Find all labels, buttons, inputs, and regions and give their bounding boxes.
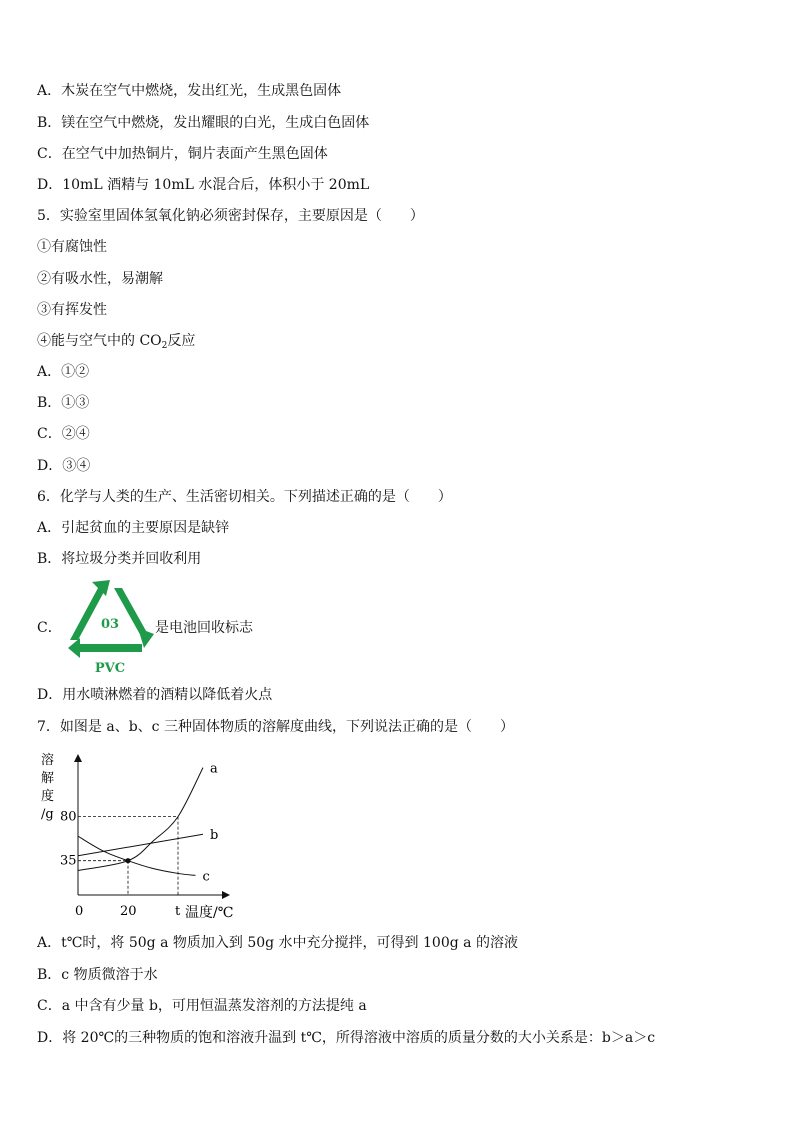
q5-option-c: C．②④ (37, 426, 90, 442)
recycle-code: 03 (100, 617, 120, 632)
y-axis-arrow (74, 754, 82, 762)
y-tick-label-35: 35 (60, 853, 77, 869)
q6-option-c-label: C． (37, 620, 62, 636)
curve-label-a: a (210, 761, 218, 777)
q7-option-a: A．t℃时，将 50g a 物质加入到 50g 水中充分搅拌，可得到 100g a 的溶液 (37, 935, 518, 951)
recycle-material: PVC (94, 661, 126, 676)
q6-option-d: D．用水喷淋燃着的酒精以降低着火点 (37, 687, 273, 703)
x-tick-label-20: 20 (120, 904, 137, 919)
prev-option-c: C．在空气中加热铜片，铜片表面产生黑色固体 (37, 146, 328, 162)
q5-item-4: ④能与空气中的 $CO_2$反应 (37, 333, 196, 351)
curve-label-b: b (210, 828, 219, 844)
curve-label-c: c (202, 869, 210, 885)
y-tick-label-80: 80 (60, 809, 77, 825)
prev-option-d: D．10mL 酒精与 10mL 水混合后，体积小于 20mL (37, 177, 370, 193)
x-axis-arrow (222, 891, 230, 899)
ylabel-char-1: 溶 (41, 753, 55, 768)
ylabel-char-4: /g (41, 807, 54, 822)
q7-option-d: D．将 20℃的三种物质的饱和溶液升温到 t℃，所得溶液中溶质的质量分数的大小关系是：b＞a＞c (37, 1030, 656, 1046)
q5-option-a: A．①② (37, 364, 90, 380)
curve-labels (203, 762, 219, 885)
q5-item-2: ②有吸水性，易潮解 (37, 271, 163, 287)
curves (78, 768, 203, 876)
x-axis-label: 温度/℃ (185, 905, 234, 921)
origin-label: 0 (75, 904, 84, 919)
q5-option-b: B．①③ (37, 395, 90, 411)
ylabel-char-2: 解 (41, 771, 55, 786)
q5-item-3: ③有挥发性 (37, 302, 107, 318)
curve-a (78, 768, 203, 871)
prev-option-a: A．木炭在空气中燃烧，发出红光，生成黑色固体 (37, 83, 342, 99)
q6-option-a: A．引起贫血的主要原因是缺锌 (37, 520, 230, 536)
q5-option-d: D．③④ (37, 458, 91, 474)
q7-stem: 7．如图是 a、b、c 三种固体物质的溶解度曲线，下列说法正确的是（ ） (37, 719, 514, 735)
guide-lines (78, 817, 178, 895)
ylabel-char-3: 度 (41, 789, 55, 804)
x-tick-label-t: t (175, 904, 181, 919)
q7-option-b: B．c 物质微溶于水 (37, 967, 158, 983)
q6-option-c-text: 是电池回收标志 (155, 620, 253, 636)
q5-item-1: ①有腐蚀性 (37, 239, 107, 255)
prev-option-b: B．镁在空气中燃烧，发出耀眼的白光，生成白色固体 (37, 115, 370, 131)
q5-stem: 5．实验室里固体氢氧化钠必须密封保存，主要原因是（ ） (37, 208, 424, 224)
q7-option-c: C．a 中含有少量 b，可用恒温蒸发溶剂的方法提纯 a (37, 998, 367, 1014)
solubility-chart (35, 748, 245, 923)
recycle-symbol-icon (64, 578, 156, 676)
q6-stem: 6．化学与人类的生产、生活密切相关。下列描述正确的是（ ） (37, 489, 452, 505)
q6-option-b: B．将垃圾分类并回收利用 (37, 551, 202, 567)
co2-subscript: 2 (161, 341, 168, 351)
